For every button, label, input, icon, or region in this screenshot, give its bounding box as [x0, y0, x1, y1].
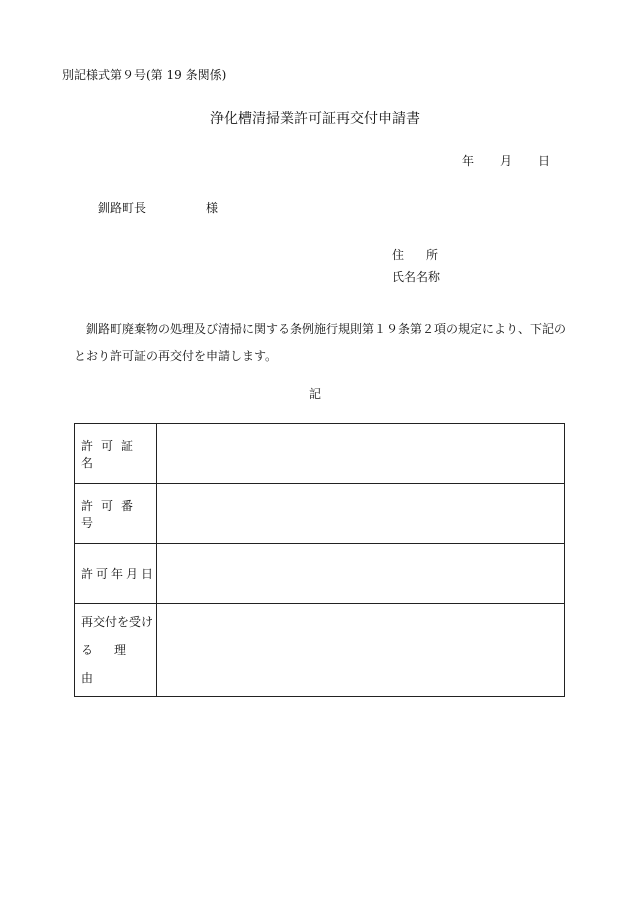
- reissue-reason-label-line1: 再交付を受け: [81, 615, 154, 629]
- permit-name-label: 許可証名: [75, 424, 157, 484]
- reissue-reason-label-line2: る理由: [81, 643, 148, 685]
- permit-number-label: 許可番号: [75, 484, 157, 544]
- table-row-reissue-reason: [75, 604, 565, 697]
- reissue-reason-value[interactable]: [157, 604, 565, 697]
- permit-number-value[interactable]: [157, 484, 565, 544]
- document-title: 浄化槽清掃業許可証再交付申請書: [210, 111, 420, 127]
- date-year: 年: [462, 154, 475, 168]
- body-text: 釧路町廃棄物の処理及び清掃に関する条例施行規則第１９条第２項の規定により、下記のとおり許可証の再交付を申請します。: [74, 322, 567, 363]
- date-line: [462, 152, 550, 169]
- table-row-permit-name: [75, 424, 565, 484]
- addressee-name: 釧路町長: [98, 201, 147, 215]
- permit-name-value[interactable]: [157, 424, 565, 484]
- table-row-permit-number: [75, 484, 565, 544]
- date-month: 月: [500, 154, 513, 168]
- permit-date-value[interactable]: [157, 544, 565, 604]
- applicant-address-label: 住所: [392, 248, 461, 262]
- form-number: 別記様式第９号(第 19 条関係): [62, 68, 227, 82]
- addressee-honorific: 様: [206, 201, 219, 215]
- permit-date-label: 許可年月日: [75, 544, 157, 604]
- table-row-permit-date: [75, 544, 565, 604]
- reissue-reason-label: [75, 604, 157, 697]
- ki-heading: 記: [308, 387, 321, 401]
- details-table: [74, 423, 565, 697]
- date-day: 日: [538, 154, 551, 168]
- addressee: [98, 199, 219, 216]
- applicant-name-label: 氏名名称: [392, 270, 441, 284]
